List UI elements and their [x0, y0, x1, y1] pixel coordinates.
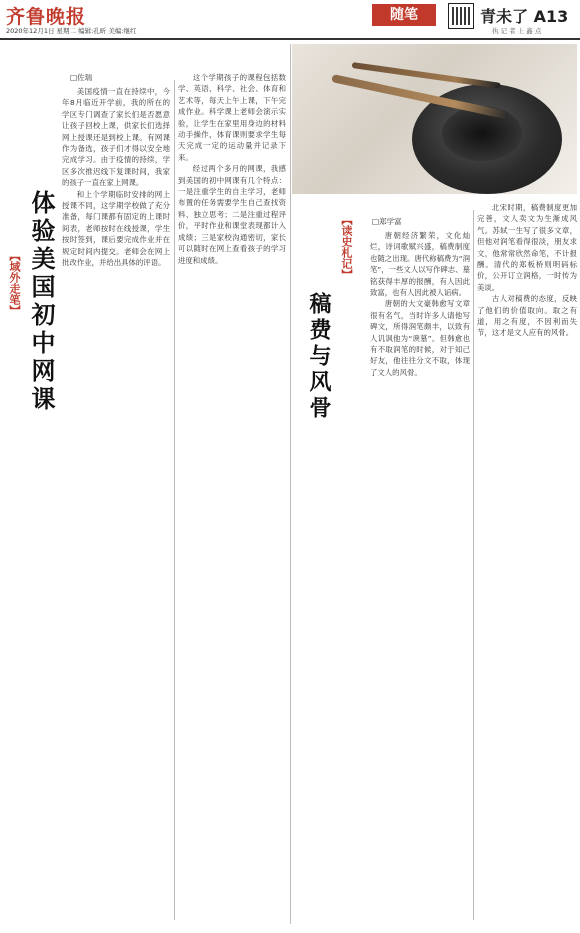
left-article-title: 体验美国初中网课	[27, 190, 56, 414]
paragraph: 唐朝经济繁荣，文化灿烂，诗词歌赋兴盛，稿费制度也随之出现。唐代称稿费为“润笔”，一些文人以写作碑志、墓铭获得丰厚的报酬，有人因此致富，也有人因此被人诟病。	[370, 231, 470, 298]
column-divider	[473, 210, 474, 920]
paragraph: 经过两个多月的网课，我感到美国的初中网课有几个特点：一是注重学生的自主学习，老师布置的任务需要学生自己查找资料、独立思考；二是注重过程评价，平时作业和课堂表现都计入成绩；三是家校沟通密切，家长可以随时在网上查看孩子的学习进度和成绩。	[178, 164, 286, 265]
section-tag: 随笔	[372, 4, 436, 26]
right-article-column-1	[370, 230, 470, 920]
left-article-author: □佐瑞	[70, 73, 93, 82]
page-label: 青未了 A13	[480, 7, 569, 26]
paragraph: 古人对稿费的态度，反映了他们的价值取向。取之有道，用之有度，不因利而失节，这才是文人应有的风骨。	[477, 294, 577, 338]
paragraph: 和上个学期临时安排的网上授课不同，这学期学校做了充分准备，每门课都有固定的上课时间表，老师按时在线授课，学生按时签到，课后要完成作业并在规定时间内提交。老师会在网上批改作业，并给出具体的评语。	[62, 189, 170, 268]
right-article-title: 稿费与风骨	[306, 292, 332, 422]
right-article-author: □郑学富	[372, 217, 402, 226]
masthead	[0, 0, 580, 40]
column-divider	[174, 80, 175, 920]
newspaper-logo: 齐鲁晚报	[6, 6, 87, 28]
article-divider	[290, 44, 291, 924]
left-article-column-2	[178, 72, 286, 920]
inkstone-brush-photo	[292, 44, 577, 194]
left-article-kicker: 【域外走笔】	[8, 250, 21, 316]
editor-credits: 执 记 者 上 鑫 点	[492, 27, 542, 35]
paragraph: 北宋时期，稿费制度更加完善，文人卖文为生渐成风气。苏轼一生写了很多文章，但他对润笔看得很淡，朋友求文，他常常欣然命笔，不计报酬。清代的郑板桥则明码标价，公开订立润格，一时传为美谈。	[477, 203, 577, 292]
paragraph: 美国疫情一直在持续中，今年8月临近开学前，我的所在的学区专门调查了家长们是否愿意让孩子回校上课，供家长们选择网上授课还是到校上课。有网课作为备选，孩子们才得以安全地完成学习。由于疫情的持续，学区多次推迟线下复课时间，我家的孩子一直在家上网课。	[62, 87, 170, 188]
qr-code-icon	[448, 3, 474, 29]
paragraph: 唐朝的大文豪韩愈写文章很有名气，当时许多人请他写碑文，所得润笔颇丰，以致有人讥讽他为“谀墓”。但韩愈也有不取润笔的时候，对于知己好友，他往往分文不取，体现了文人的风骨。	[370, 299, 470, 377]
right-article-kicker: 【读史札记】	[340, 214, 353, 280]
dateline: 2020年12月1日 星期二 编辑:孔昕 美编:继红	[6, 27, 137, 35]
paragraph: 这个学期孩子的课程包括数学、英语、科学、社会、体育和艺术等，每天上午上课，下午完成作业。科学课上老师会演示实验，让学生在家里用身边的材料动手操作，体育课则要求学生每天完成一定的运动量并记录下来。	[178, 73, 286, 162]
right-article-column-2	[477, 202, 577, 920]
left-article-column-1	[62, 86, 170, 921]
